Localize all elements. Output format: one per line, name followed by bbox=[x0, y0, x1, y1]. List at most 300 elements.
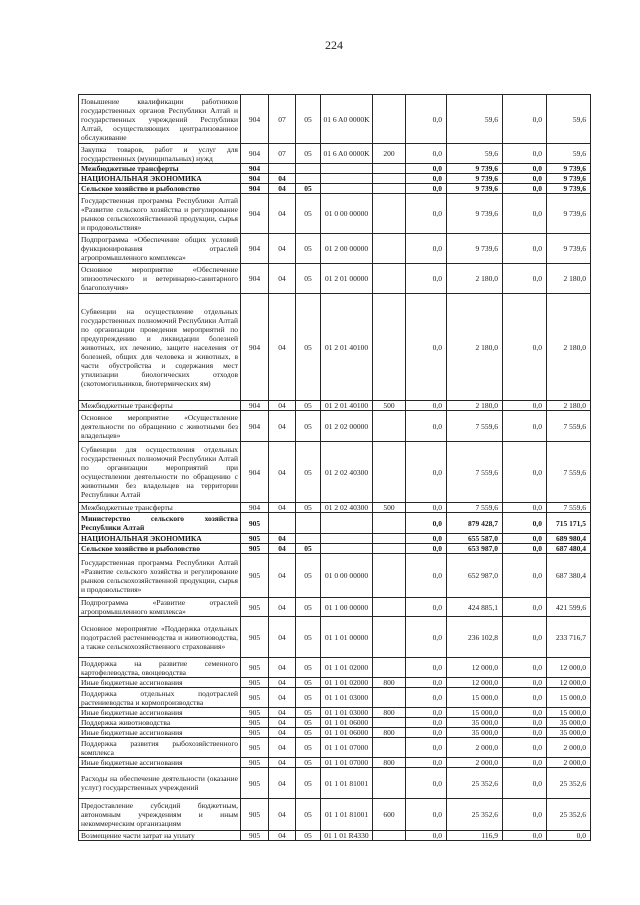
subsection-code: 05 bbox=[296, 678, 321, 688]
item-name: Государственная программа Республики Алтай «Развитие сельского хозяйства и регулирование рынков сельскохозяйственной продукции, сырья и продовольствия» bbox=[79, 194, 241, 234]
amount-4: 2 180,0 bbox=[547, 264, 591, 294]
expense-type-code bbox=[373, 184, 406, 194]
amount-4: 2 000,0 bbox=[547, 738, 591, 758]
table-row bbox=[79, 831, 591, 841]
amount-4: 0,0 bbox=[547, 831, 591, 841]
expense-type-code bbox=[373, 598, 406, 617]
section-code: 04 bbox=[269, 617, 296, 658]
amount-1: 0,0 bbox=[406, 442, 447, 503]
expense-type-code bbox=[373, 831, 406, 841]
amount-1: 0,0 bbox=[406, 688, 447, 708]
subsection-code: 05 bbox=[296, 144, 321, 164]
amount-4: 15 000,0 bbox=[547, 708, 591, 718]
amount-4: 59,6 bbox=[547, 144, 591, 164]
expense-type-code bbox=[373, 738, 406, 758]
subsection-code: 05 bbox=[296, 768, 321, 799]
amount-1: 0,0 bbox=[406, 144, 447, 164]
target-article-code: 01 0 00 00000 bbox=[321, 554, 373, 598]
amount-3: 0,0 bbox=[503, 184, 547, 194]
table-row bbox=[79, 598, 591, 617]
amount-3: 0,0 bbox=[503, 799, 547, 831]
amount-4: 689 980,4 bbox=[547, 534, 591, 544]
target-article-code: 01 0 00 00000 bbox=[321, 194, 373, 234]
section-code: 04 bbox=[269, 708, 296, 718]
expense-type-code: 500 bbox=[373, 503, 406, 513]
budget-table bbox=[78, 94, 591, 841]
table-row bbox=[79, 534, 591, 544]
target-article-code: 01 2 01 40100 bbox=[321, 294, 373, 401]
target-article-code: 01 1 01 03000 bbox=[321, 688, 373, 708]
amount-4: 233 716,7 bbox=[547, 617, 591, 658]
subsection-code: 05 bbox=[296, 401, 321, 411]
table-row bbox=[79, 411, 591, 442]
section-code: 04 bbox=[269, 503, 296, 513]
amount-4: 2 180,0 bbox=[547, 294, 591, 401]
amount-1: 0,0 bbox=[406, 598, 447, 617]
table-row bbox=[79, 513, 591, 534]
expense-type-code: 500 bbox=[373, 401, 406, 411]
subsection-code: 05 bbox=[296, 184, 321, 194]
item-name: Иные бюджетные ассигнования bbox=[79, 728, 241, 738]
amount-1: 0,0 bbox=[406, 503, 447, 513]
amount-3: 0,0 bbox=[503, 678, 547, 688]
amount-2: 12 000,0 bbox=[447, 658, 503, 678]
expense-type-code: 600 bbox=[373, 799, 406, 831]
ministry-code: 905 bbox=[241, 678, 269, 688]
amount-4: 25 352,6 bbox=[547, 799, 591, 831]
amount-4: 25 352,6 bbox=[547, 768, 591, 799]
ministry-code: 904 bbox=[241, 144, 269, 164]
amount-1: 0,0 bbox=[406, 658, 447, 678]
table-row bbox=[79, 554, 591, 598]
target-article-code bbox=[321, 174, 373, 184]
amount-3: 0,0 bbox=[503, 174, 547, 184]
ministry-code: 905 bbox=[241, 758, 269, 768]
subsection-code: 05 bbox=[296, 544, 321, 554]
amount-2: 2 180,0 bbox=[447, 294, 503, 401]
ministry-code: 905 bbox=[241, 708, 269, 718]
ministry-code: 904 bbox=[241, 503, 269, 513]
ministry-code: 905 bbox=[241, 831, 269, 841]
amount-1: 0,0 bbox=[406, 678, 447, 688]
amount-3: 0,0 bbox=[503, 144, 547, 164]
table-row bbox=[79, 708, 591, 718]
table-row bbox=[79, 768, 591, 799]
item-name: Поддержка развития рыбохозяйственного комплекса bbox=[79, 738, 241, 758]
amount-3: 0,0 bbox=[503, 768, 547, 799]
ministry-code: 904 bbox=[241, 95, 269, 144]
amount-1: 0,0 bbox=[406, 768, 447, 799]
amount-4: 9 739,6 bbox=[547, 164, 591, 174]
target-article-code bbox=[321, 513, 373, 534]
amount-1: 0,0 bbox=[406, 411, 447, 442]
ministry-code: 904 bbox=[241, 442, 269, 503]
target-article-code bbox=[321, 534, 373, 544]
item-name: Возмещение части затрат на уплату bbox=[79, 831, 241, 841]
ministry-code: 904 bbox=[241, 234, 269, 264]
item-name: Межбюджетные трансферты bbox=[79, 401, 241, 411]
table-row bbox=[79, 294, 591, 401]
table-row bbox=[79, 758, 591, 768]
subsection-code: 05 bbox=[296, 617, 321, 658]
item-name: НАЦИОНАЛЬНАЯ ЭКОНОМИКА bbox=[79, 174, 241, 184]
ministry-code: 904 bbox=[241, 411, 269, 442]
item-name: Иные бюджетные ассигнования bbox=[79, 708, 241, 718]
item-name: Межбюджетные трансферты bbox=[79, 503, 241, 513]
table-row bbox=[79, 184, 591, 194]
amount-3: 0,0 bbox=[503, 442, 547, 503]
item-name: Подпрограмма «Развитие отраслей агропромышленного комплекса» bbox=[79, 598, 241, 617]
table-row bbox=[79, 544, 591, 554]
target-article-code: 01 2 02 40300 bbox=[321, 503, 373, 513]
item-name: Межбюджетные трансферты bbox=[79, 164, 241, 174]
section-code: 04 bbox=[269, 728, 296, 738]
item-name: Повышение квалификации работников государственных органов Республики Алтай и государственных учреждений Республики Алтай, осуществляющих централизованное обслуживание bbox=[79, 95, 241, 144]
subsection-code: 05 bbox=[296, 598, 321, 617]
expense-type-code bbox=[373, 174, 406, 184]
amount-3: 0,0 bbox=[503, 234, 547, 264]
expense-type-code bbox=[373, 164, 406, 174]
section-code: 04 bbox=[269, 534, 296, 544]
amount-1: 0,0 bbox=[406, 174, 447, 184]
expense-type-code bbox=[373, 688, 406, 708]
amount-1: 0,0 bbox=[406, 294, 447, 401]
ministry-code: 905 bbox=[241, 554, 269, 598]
amount-3: 0,0 bbox=[503, 831, 547, 841]
item-name: НАЦИОНАЛЬНАЯ ЭКОНОМИКА bbox=[79, 534, 241, 544]
item-name: Закупка товаров, работ и услуг для государственных (муниципальных) нужд bbox=[79, 144, 241, 164]
section-code: 04 bbox=[269, 678, 296, 688]
item-name: Расходы на обеспечение деятельности (оказание услуг) государственных учреждений bbox=[79, 768, 241, 799]
amount-2: 7 559,6 bbox=[447, 503, 503, 513]
amount-1: 0,0 bbox=[406, 184, 447, 194]
ministry-code: 905 bbox=[241, 658, 269, 678]
amount-4: 2 180,0 bbox=[547, 401, 591, 411]
subsection-code bbox=[296, 534, 321, 544]
amount-4: 9 739,6 bbox=[547, 174, 591, 184]
amount-1: 0,0 bbox=[406, 95, 447, 144]
subsection-code: 05 bbox=[296, 738, 321, 758]
section-code bbox=[269, 164, 296, 174]
ministry-code: 905 bbox=[241, 534, 269, 544]
item-name: Иные бюджетные ассигнования bbox=[79, 758, 241, 768]
amount-1: 0,0 bbox=[406, 758, 447, 768]
subsection-code: 05 bbox=[296, 411, 321, 442]
section-code: 04 bbox=[269, 598, 296, 617]
target-article-code: 01 1 01 07000 bbox=[321, 738, 373, 758]
amount-3: 0,0 bbox=[503, 658, 547, 678]
ministry-code: 905 bbox=[241, 688, 269, 708]
expense-type-code bbox=[373, 234, 406, 264]
expense-type-code: 800 bbox=[373, 678, 406, 688]
amount-1: 0,0 bbox=[406, 264, 447, 294]
item-name: Поддержка отдельных подотраслей растениеводства и кормопроизводства bbox=[79, 688, 241, 708]
amount-4: 35 000,0 bbox=[547, 718, 591, 728]
ministry-code: 904 bbox=[241, 174, 269, 184]
ministry-code: 904 bbox=[241, 164, 269, 174]
target-article-code bbox=[321, 164, 373, 174]
ministry-code: 905 bbox=[241, 738, 269, 758]
amount-1: 0,0 bbox=[406, 234, 447, 264]
target-article-code: 01 6 A0 0000K bbox=[321, 95, 373, 144]
amount-1: 0,0 bbox=[406, 708, 447, 718]
target-article-code: 01 1 01 06000 bbox=[321, 718, 373, 728]
section-code: 04 bbox=[269, 758, 296, 768]
amount-4: 421 599,6 bbox=[547, 598, 591, 617]
subsection-code: 05 bbox=[296, 708, 321, 718]
table-row bbox=[79, 174, 591, 184]
target-article-code: 01 2 02 00000 bbox=[321, 411, 373, 442]
target-article-code: 01 1 01 02000 bbox=[321, 678, 373, 688]
subsection-code: 05 bbox=[296, 234, 321, 264]
subsection-code: 05 bbox=[296, 554, 321, 598]
target-article-code: 01 1 01 R4330 bbox=[321, 831, 373, 841]
section-code: 04 bbox=[269, 411, 296, 442]
section-code: 04 bbox=[269, 174, 296, 184]
section-code: 04 bbox=[269, 799, 296, 831]
amount-3: 0,0 bbox=[503, 294, 547, 401]
ministry-code: 905 bbox=[241, 768, 269, 799]
amount-3: 0,0 bbox=[503, 164, 547, 174]
table-row bbox=[79, 194, 591, 234]
amount-4: 35 000,0 bbox=[547, 728, 591, 738]
amount-4: 15 000,0 bbox=[547, 688, 591, 708]
subsection-code bbox=[296, 174, 321, 184]
table-row bbox=[79, 95, 591, 144]
ministry-code: 905 bbox=[241, 513, 269, 534]
subsection-code: 05 bbox=[296, 95, 321, 144]
ministry-code: 904 bbox=[241, 401, 269, 411]
amount-3: 0,0 bbox=[503, 708, 547, 718]
subsection-code: 05 bbox=[296, 718, 321, 728]
subsection-code bbox=[296, 513, 321, 534]
subsection-code: 05 bbox=[296, 503, 321, 513]
target-article-code: 01 1 01 81001 bbox=[321, 768, 373, 799]
amount-1: 0,0 bbox=[406, 554, 447, 598]
amount-2: 2 180,0 bbox=[447, 264, 503, 294]
table-row bbox=[79, 264, 591, 294]
subsection-code: 05 bbox=[296, 688, 321, 708]
amount-1: 0,0 bbox=[406, 617, 447, 658]
section-code: 07 bbox=[269, 95, 296, 144]
expense-type-code bbox=[373, 194, 406, 234]
section-code: 04 bbox=[269, 184, 296, 194]
item-name: Предоставление субсидий бюджетным, автономным учреждениям и иным некоммерческим организациям bbox=[79, 799, 241, 831]
amount-1: 0,0 bbox=[406, 728, 447, 738]
amount-4: 687 380,4 bbox=[547, 554, 591, 598]
amount-3: 0,0 bbox=[503, 411, 547, 442]
target-article-code bbox=[321, 184, 373, 194]
target-article-code: 01 2 00 00000 bbox=[321, 234, 373, 264]
amount-1: 0,0 bbox=[406, 831, 447, 841]
expense-type-code bbox=[373, 544, 406, 554]
amount-2: 15 000,0 bbox=[447, 708, 503, 718]
amount-2: 59,6 bbox=[447, 95, 503, 144]
amount-2: 9 739,6 bbox=[447, 184, 503, 194]
item-name: Поддержка животноводства bbox=[79, 718, 241, 728]
expense-type-code bbox=[373, 554, 406, 598]
amount-2: 59,6 bbox=[447, 144, 503, 164]
section-code: 04 bbox=[269, 544, 296, 554]
section-code: 04 bbox=[269, 688, 296, 708]
amount-4: 715 171,5 bbox=[547, 513, 591, 534]
amount-1: 0,0 bbox=[406, 534, 447, 544]
subsection-code: 05 bbox=[296, 194, 321, 234]
expense-type-code bbox=[373, 411, 406, 442]
section-code: 04 bbox=[269, 294, 296, 401]
table-row bbox=[79, 728, 591, 738]
expense-type-code bbox=[373, 768, 406, 799]
section-code: 04 bbox=[269, 554, 296, 598]
expense-type-code bbox=[373, 264, 406, 294]
subsection-code: 05 bbox=[296, 294, 321, 401]
target-article-code: 01 1 01 00000 bbox=[321, 617, 373, 658]
target-article-code: 01 1 01 81001 bbox=[321, 799, 373, 831]
section-code: 07 bbox=[269, 144, 296, 164]
item-name: Основное мероприятие «Поддержка отдельных подотраслей растениеводства и животноводства, а также сельскохозяйственного страхования» bbox=[79, 617, 241, 658]
amount-3: 0,0 bbox=[503, 544, 547, 554]
amount-1: 0,0 bbox=[406, 544, 447, 554]
expense-type-code: 200 bbox=[373, 144, 406, 164]
ministry-code: 905 bbox=[241, 718, 269, 728]
amount-3: 0,0 bbox=[503, 617, 547, 658]
section-code: 04 bbox=[269, 658, 296, 678]
amount-2: 879 428,7 bbox=[447, 513, 503, 534]
amount-3: 0,0 bbox=[503, 534, 547, 544]
amount-2: 655 587,0 bbox=[447, 534, 503, 544]
amount-2: 9 739,6 bbox=[447, 164, 503, 174]
amount-1: 0,0 bbox=[406, 799, 447, 831]
amount-3: 0,0 bbox=[503, 688, 547, 708]
table-row bbox=[79, 234, 591, 264]
item-name: Иные бюджетные ассигнования bbox=[79, 678, 241, 688]
subsection-code: 05 bbox=[296, 799, 321, 831]
amount-3: 0,0 bbox=[503, 264, 547, 294]
amount-4: 9 739,6 bbox=[547, 184, 591, 194]
ministry-code: 905 bbox=[241, 598, 269, 617]
amount-2: 652 987,0 bbox=[447, 554, 503, 598]
item-name: Подпрограмма «Обеспечение общих условий функционирования отраслей агропромышленного комплекса» bbox=[79, 234, 241, 264]
ministry-code: 904 bbox=[241, 264, 269, 294]
item-name: Субвенции на осуществление отдельных государственных полномочий Республики Алтай по организации проведения мероприятий по предупреждению и ликвидации болезней животных, их лечению, защите населения от болезней, общих для человека и животных, в части обустройства и содержания мест утилизации биологических отходов (скотомогильников, биотермических ям) bbox=[79, 294, 241, 401]
item-name: Сельское хозяйство и рыболовство bbox=[79, 544, 241, 554]
target-article-code: 01 1 00 00000 bbox=[321, 598, 373, 617]
section-code: 04 bbox=[269, 264, 296, 294]
subsection-code: 05 bbox=[296, 442, 321, 503]
amount-2: 12 000,0 bbox=[447, 678, 503, 688]
amount-4: 7 559,6 bbox=[547, 411, 591, 442]
amount-3: 0,0 bbox=[503, 598, 547, 617]
expense-type-code bbox=[373, 718, 406, 728]
section-code: 04 bbox=[269, 738, 296, 758]
section-code: 04 bbox=[269, 401, 296, 411]
ministry-code: 905 bbox=[241, 544, 269, 554]
amount-2: 9 739,6 bbox=[447, 194, 503, 234]
amount-2: 7 559,6 bbox=[447, 442, 503, 503]
section-code: 04 bbox=[269, 718, 296, 728]
amount-2: 116,9 bbox=[447, 831, 503, 841]
amount-2: 35 000,0 bbox=[447, 728, 503, 738]
subsection-code: 05 bbox=[296, 758, 321, 768]
table-row bbox=[79, 678, 591, 688]
table-row bbox=[79, 718, 591, 728]
target-article-code: 01 1 01 02000 bbox=[321, 658, 373, 678]
ministry-code: 904 bbox=[241, 184, 269, 194]
amount-2: 15 000,0 bbox=[447, 688, 503, 708]
amount-2: 2 000,0 bbox=[447, 758, 503, 768]
amount-2: 9 739,6 bbox=[447, 234, 503, 264]
item-name: Субвенции для осуществления отдельных государственных полномочий Республики Алтай по организации мероприятий при осуществлении деятельности по обращению с животными без владельцев на территории Республики Алтай bbox=[79, 442, 241, 503]
amount-3: 0,0 bbox=[503, 758, 547, 768]
section-code: 04 bbox=[269, 442, 296, 503]
item-name: Сельское хозяйство и рыболовство bbox=[79, 184, 241, 194]
amount-3: 0,0 bbox=[503, 738, 547, 758]
amount-4: 7 559,6 bbox=[547, 503, 591, 513]
target-article-code: 01 1 01 03000 bbox=[321, 708, 373, 718]
expense-type-code bbox=[373, 534, 406, 544]
item-name: Государственная программа Республики Алтай «Развитие сельского хозяйства и регулирование рынков сельскохозяйственной продукции, сырья и продовольствия» bbox=[79, 554, 241, 598]
amount-3: 0,0 bbox=[503, 194, 547, 234]
item-name: Поддержка на развитие семенного картофелеводства, овощеводства bbox=[79, 658, 241, 678]
amount-3: 0,0 bbox=[503, 401, 547, 411]
table-row bbox=[79, 658, 591, 678]
amount-4: 59,6 bbox=[547, 95, 591, 144]
expense-type-code bbox=[373, 294, 406, 401]
table-row bbox=[79, 738, 591, 758]
amount-2: 9 739,6 bbox=[447, 174, 503, 184]
table-row bbox=[79, 688, 591, 708]
amount-2: 35 000,0 bbox=[447, 718, 503, 728]
table-row bbox=[79, 144, 591, 164]
amount-4: 12 000,0 bbox=[547, 658, 591, 678]
amount-1: 0,0 bbox=[406, 164, 447, 174]
amount-1: 0,0 bbox=[406, 738, 447, 758]
section-code: 04 bbox=[269, 768, 296, 799]
amount-3: 0,0 bbox=[503, 513, 547, 534]
amount-2: 424 885,1 bbox=[447, 598, 503, 617]
target-article-code: 01 6 A0 0000K bbox=[321, 144, 373, 164]
amount-3: 0,0 bbox=[503, 503, 547, 513]
table-row bbox=[79, 164, 591, 174]
amount-2: 653 987,0 bbox=[447, 544, 503, 554]
subsection-code: 05 bbox=[296, 831, 321, 841]
section-code: 04 bbox=[269, 234, 296, 264]
expense-type-code: 800 bbox=[373, 728, 406, 738]
target-article-code: 01 2 02 40300 bbox=[321, 442, 373, 503]
subsection-code: 05 bbox=[296, 728, 321, 738]
ministry-code: 904 bbox=[241, 294, 269, 401]
expense-type-code: 800 bbox=[373, 708, 406, 718]
amount-1: 0,0 bbox=[406, 513, 447, 534]
expense-type-code bbox=[373, 95, 406, 144]
amount-2: 25 352,6 bbox=[447, 768, 503, 799]
amount-4: 7 559,6 bbox=[547, 442, 591, 503]
target-article-code: 01 1 01 06000 bbox=[321, 728, 373, 738]
amount-2: 7 559,6 bbox=[447, 411, 503, 442]
item-name: Министерство сельского хозяйства Республики Алтай bbox=[79, 513, 241, 534]
section-code bbox=[269, 513, 296, 534]
expense-type-code bbox=[373, 513, 406, 534]
target-article-code: 01 2 01 40100 bbox=[321, 401, 373, 411]
amount-3: 0,0 bbox=[503, 554, 547, 598]
target-article-code bbox=[321, 544, 373, 554]
item-name: Основное мероприятие «Обеспечение эпизоотического и ветеринарно-санитарного благополучия» bbox=[79, 264, 241, 294]
amount-2: 25 352,6 bbox=[447, 799, 503, 831]
ministry-code: 904 bbox=[241, 194, 269, 234]
section-code: 04 bbox=[269, 831, 296, 841]
expense-type-code bbox=[373, 617, 406, 658]
table-body bbox=[79, 95, 591, 841]
